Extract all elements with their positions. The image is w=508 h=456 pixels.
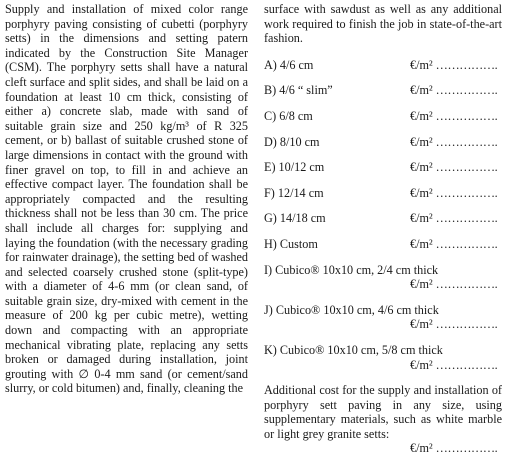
additional-cost-price bbox=[264, 441, 502, 456]
price-field bbox=[410, 160, 497, 175]
price-field bbox=[410, 83, 497, 98]
price-blank: ……………. bbox=[435, 357, 498, 372]
price-blank: ……………. bbox=[435, 317, 498, 332]
option-label: G) 14/18 cm bbox=[264, 211, 326, 226]
price-blank: ……………. bbox=[435, 57, 498, 72]
price-field bbox=[410, 186, 497, 201]
price-unit: €/m² bbox=[410, 317, 433, 332]
price-field bbox=[410, 358, 497, 373]
price-unit: €/m² bbox=[410, 83, 433, 98]
cubico-option-row bbox=[264, 303, 502, 332]
price-unit: €/m² bbox=[410, 108, 433, 123]
option-label: B) 4/6 “ slim” bbox=[264, 83, 333, 98]
price-blank: ……………. bbox=[435, 83, 498, 98]
price-blank: ……………. bbox=[435, 441, 498, 456]
cubico-option-row bbox=[264, 263, 502, 292]
price-blank: ……………. bbox=[435, 185, 498, 200]
price-option-row bbox=[264, 237, 502, 252]
option-label: H) Custom bbox=[264, 236, 318, 251]
cubico-option-row bbox=[264, 343, 502, 372]
intro-text: surface with sawdust as well as any additional work required to finish the job in state-of-the-art fashion. bbox=[264, 2, 502, 46]
price-field bbox=[410, 441, 497, 456]
price-field bbox=[410, 109, 497, 124]
left-column bbox=[5, 2, 248, 396]
price-unit: €/m² bbox=[410, 57, 433, 72]
price-option-row bbox=[264, 109, 502, 124]
price-line bbox=[264, 277, 502, 292]
price-unit: €/m² bbox=[410, 441, 433, 456]
option-label: E) 10/12 cm bbox=[264, 160, 325, 175]
price-option-row bbox=[264, 135, 502, 150]
price-blank: ……………. bbox=[435, 236, 498, 251]
specification-text: Supply and installation of mixed color range porphyry paving consisting of cubetti (porphyry setts) in the dimensions and setting patern indicated by the Construction Site Manager (CSM). The porphyry setts shall have a natural cleft surface and split sides, and shall be laid on a foundation at least 10 cm thick, consisting of either a) concrete slab, made with sand of suitable grain size and 250 kg/m³ of R 325 cement, or b) ballast of suitable crushed stone of large dimensions in contact with the ground with finer gravel on top, to fill in and achieve an effective compact layer. The foundation shall be appropriately compacted and the resulting thickness shall not be less than 30 cm. The price shall include all charges for: supplying and laying the foundation (with the necessary grading for rainwater drainage), the setting bed of washed and selected coarsely crushed stone (split-type) with a diameter of 4-6 mm (or clean sand, of suitable grain size, dry-mixed with cement in the measure of 200 kg per cubic metre), wetting down and compacting with an appropriate mechanical vibrating plate, replacing any setts broken or damaged during installation, joint grouting with ∅ 0-4 mm sand (or cement/sand slurry, or cold bitumen) and, finally, cleaning the bbox=[5, 2, 248, 396]
price-unit: €/m² bbox=[410, 357, 433, 372]
price-blank: ……………. bbox=[435, 211, 498, 226]
option-label: F) 12/14 cm bbox=[264, 185, 324, 200]
option-label: J) Cubico® 10x10 cm, 4/6 cm thick bbox=[264, 302, 439, 317]
price-field bbox=[410, 277, 497, 292]
right-column bbox=[264, 2, 502, 456]
price-field bbox=[410, 135, 497, 150]
price-option-row bbox=[264, 160, 502, 175]
price-option-row bbox=[264, 58, 502, 73]
price-unit: €/m² bbox=[410, 211, 433, 226]
price-option-row bbox=[264, 83, 502, 98]
price-line bbox=[264, 317, 502, 332]
cubico-options-list bbox=[264, 263, 502, 373]
price-blank: ……………. bbox=[435, 277, 498, 292]
price-line bbox=[264, 358, 502, 373]
price-field bbox=[410, 58, 497, 73]
price-blank: ……………. bbox=[435, 134, 498, 149]
price-field bbox=[410, 317, 497, 332]
price-unit: €/m² bbox=[410, 134, 433, 149]
price-blank: ……………. bbox=[435, 108, 498, 123]
option-label: K) Cubico® 10x10 cm, 5/8 cm thick bbox=[264, 342, 443, 357]
price-option-row bbox=[264, 211, 502, 226]
price-options-list bbox=[264, 58, 502, 252]
additional-cost-text: Additional cost for the supply and installation of porphyry sett paving in any size, using supplementary materials, such as white marble or light grey granite setts: bbox=[264, 383, 502, 441]
price-field bbox=[410, 211, 497, 226]
price-blank: ……………. bbox=[435, 160, 498, 175]
price-unit: €/m² bbox=[410, 236, 433, 251]
price-unit: €/m² bbox=[410, 277, 433, 292]
price-field bbox=[410, 237, 497, 252]
option-label: A) 4/6 cm bbox=[264, 57, 314, 72]
price-option-row bbox=[264, 186, 502, 201]
option-label: D) 8/10 cm bbox=[264, 134, 320, 149]
price-unit: €/m² bbox=[410, 160, 433, 175]
option-label: I) Cubico® 10x10 cm, 2/4 cm thick bbox=[264, 262, 439, 277]
price-unit: €/m² bbox=[410, 185, 433, 200]
option-label: C) 6/8 cm bbox=[264, 108, 313, 123]
